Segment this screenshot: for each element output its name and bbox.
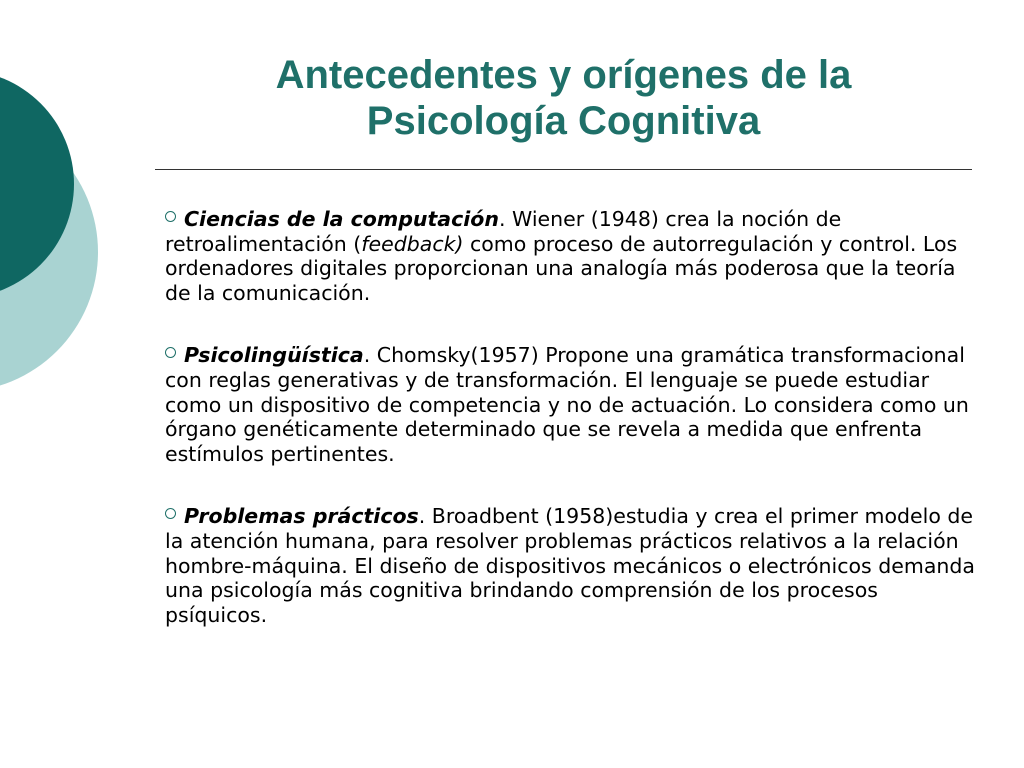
- slide-title-line-2: Psicología Cognitiva: [366, 99, 761, 143]
- decorative-circles: [0, 0, 140, 420]
- hollow-circle-bullet-icon: [165, 347, 176, 358]
- slide-title-line-1: Antecedentes y orígenes de la: [275, 53, 852, 97]
- slide-title: [155, 52, 972, 144]
- bullet-item-ciencias-computacion: [165, 207, 975, 305]
- bullet-item-psicolinguistica: [165, 343, 975, 466]
- hollow-circle-bullet-icon: [165, 508, 176, 519]
- bullet-heading: Ciencias de la computación: [184, 207, 499, 231]
- bullet-text: . Broadbent (1958)estudia y crea el primer modelo de la atención humana, para resolver problemas prácticos relativos a la relación hombre-máquina. El diseño de dispositivos mecánicos o electrónicos demanda una psicología más cognitiva brindando comprensión de los procesos psíquicos.: [165, 504, 975, 627]
- bullet-text: . Chomsky(1957) Propone una gramática transformacional con reglas generativas y de transformación. El lenguaje se puede estudiar como un dispositivo de competencia y no de actuación. Lo considera como un órgano genéticamente determinado que se revela a medida que enfrenta estímulos pertinentes.: [165, 343, 969, 466]
- bullet-text-continued: como proceso de autorregulación y control. Los ordenadores digitales proporcionan una analogía más poderosa que la teoría de la comunicación.: [165, 231, 958, 305]
- hollow-circle-bullet-icon: [165, 211, 176, 222]
- bullet-emphasis: feedback): [361, 231, 464, 256]
- bullet-heading: Problemas prácticos: [184, 504, 419, 529]
- bullet-heading: Psicolingüística: [184, 343, 364, 368]
- title-divider: [155, 169, 972, 170]
- bullet-item-problemas-practicos: [165, 504, 975, 627]
- bullet-text: . Wiener (1948) crea la noción de retroalimentación (: [165, 207, 842, 256]
- bullet-list: [165, 207, 975, 665]
